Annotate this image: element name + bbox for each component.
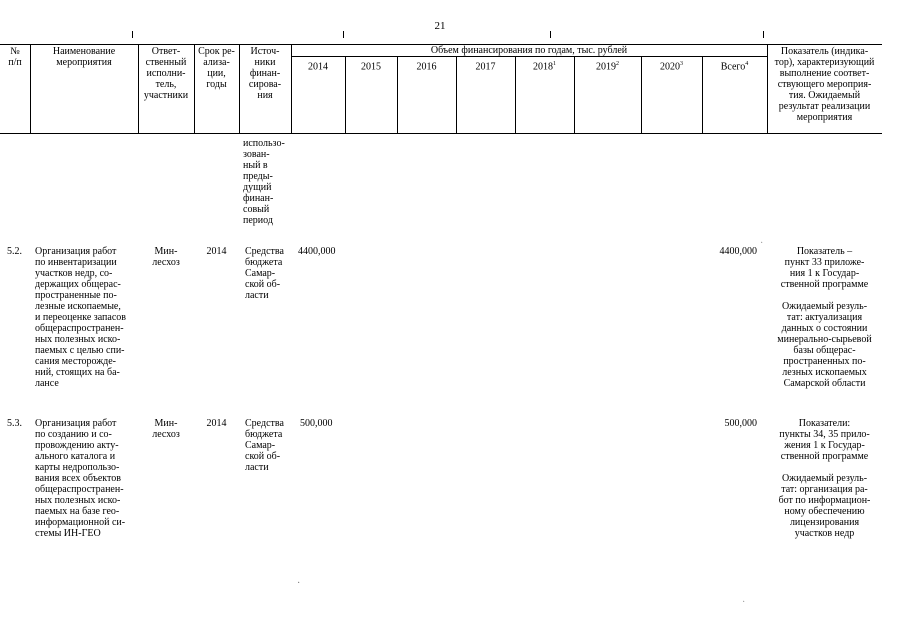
header-year: 2018$^1$ [533, 61, 556, 73]
scan-mark [132, 31, 133, 38]
header-term: Срок ре- ализа- ции, годы [198, 46, 235, 90]
header-num: № п/п [8, 46, 22, 68]
row-name: Организация работ по инвентаризации участков недр, со- держащих общерас- пространенные по- лезные ископаемые, и переоценке запасов общераспространен- ных полезных иско- паемых с целью спи- сания месторожде- ний, стоящих на ба- лансе [35, 246, 126, 389]
scan-speck: · [760, 238, 764, 249]
scan-mark [550, 31, 551, 38]
row-responsible: Мин- лесхоз [152, 246, 180, 268]
row-value-2014: 500,000 [300, 418, 333, 429]
row-value-total: 4400,000 [719, 246, 757, 257]
scan-speck: · [297, 578, 301, 589]
row-value-2014: 4400,000 [298, 246, 336, 257]
row-term: 2014 [206, 246, 227, 257]
row-source: Средства бюджета Самар- ской об- ласти [245, 246, 284, 301]
row-responsible: Мин- лесхоз [152, 418, 180, 440]
header-name: Наименование мероприятия [52, 46, 116, 68]
funding-rule [291, 56, 767, 57]
scan-mark [343, 31, 344, 38]
row-indicator: Показатель – пункт 33 приложе- ния 1 к Государ- ственной программе Ожидаемый резуль- тат: актуализация данных о состоянии минерально-сырьевой базы общерас- пространенных по- лезных ископаемых Самарской области [777, 246, 872, 389]
header-bottom-rule [0, 133, 882, 134]
row-source: Средства бюджета Самар- ской об- ласти [245, 418, 284, 473]
row-term: 2014 [206, 418, 227, 429]
header-year: 2017 [475, 61, 496, 73]
scan-mark [763, 31, 764, 38]
row-indicator: Показатели: пункты 34, 35 прило- жения 1 к Государ- ственной программе Ожидаемый резуль- тат: организация ра- бот по информацион- ному обеспечению лицензирования участков недр [778, 418, 871, 539]
header-responsible: Ответ- ственный исполни- тель, участники [143, 46, 189, 101]
scan-speck: · [742, 597, 746, 608]
page-number: 21 [434, 20, 446, 32]
header-year: 2020$^3$ [660, 61, 683, 73]
header-year: 2015 [361, 61, 381, 73]
header-source: Источ- ники финан- сирова- ния [248, 46, 282, 101]
row-name: Организация работ по созданию и со- провождению акту- ального каталога и карты недропользо- вания всех объектов общераспространен- ных полезных иско- паемых на базе гео- информационной си- стемы ИН-ГЕО [35, 418, 126, 539]
continuation-source: использо- зован- ный в преды- дущий финан- совый период [243, 138, 285, 226]
header-year: 2019$^2$ [596, 61, 619, 73]
row-num: 5.2. [7, 246, 22, 257]
header-indicator: Показатель (индика- тор), характеризующий выполнение соответ- ствующего мероприя- тия. Ожидаемый результат реализации мероприятия [774, 46, 875, 123]
col-divider [291, 44, 292, 133]
header-year: 2014 [308, 61, 328, 73]
header-year-total: Всего$^4$ [720, 61, 749, 73]
header-year: 2016 [416, 61, 437, 73]
header-funding: Объем финансирования по годам, тыс. рублей [430, 45, 628, 56]
row-num: 5.3. [7, 418, 22, 429]
row-value-total: 500,000 [724, 418, 757, 429]
